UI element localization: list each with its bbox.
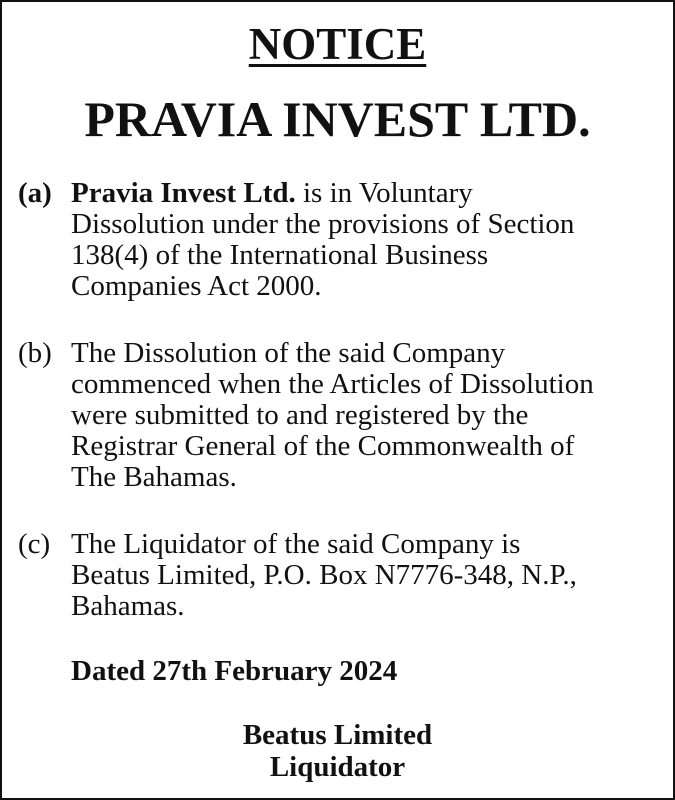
clause-line: The Bahamas.: [71, 461, 237, 493]
clause-text: [71, 529, 661, 622]
notice-heading-text: NOTICE: [248, 19, 427, 69]
clause-line: [71, 178, 661, 209]
clause-line: The Liquidator of the said Company is: [71, 528, 521, 560]
clause-line: Bahamas.: [71, 590, 185, 622]
clause-line: Beatus Limited, P.O. Box N7776-348, N.P.,: [71, 559, 577, 591]
clause-line-text: is in Voluntary: [295, 177, 473, 209]
clause-letter: (a): [18, 177, 52, 209]
company-name: Pravia Invest Ltd.: [71, 177, 296, 209]
clause-letter: (b): [18, 337, 52, 369]
clause-c: [18, 529, 661, 622]
clause-text: [71, 338, 661, 493]
signatory-role: Liquidator: [269, 751, 406, 783]
company-title: PRAVIA INVEST LTD.: [84, 91, 591, 147]
clause-line: Companies Act 2000.: [71, 270, 322, 302]
dated-line: Dated 27th February 2024: [71, 655, 398, 687]
clause-a: [18, 178, 661, 302]
clause-line: 138(4) of the International Business: [71, 239, 489, 271]
clause-text: [71, 178, 661, 302]
clause-line: The Dissolution of the said Company: [71, 337, 506, 369]
clause-line: Dissolution under the provisions of Section: [71, 208, 575, 240]
signatory-name: Beatus Limited: [242, 719, 433, 751]
notice-heading: [2, 19, 673, 69]
clause-line: Registrar General of the Commonwealth of: [71, 430, 575, 462]
clause-line: commenced when the Articles of Dissolution: [71, 368, 594, 400]
signature-block: [2, 719, 673, 783]
clause-line: were submitted to and registered by the: [71, 399, 529, 431]
clause-letter: (c): [18, 528, 51, 560]
clause-b: [18, 338, 661, 493]
